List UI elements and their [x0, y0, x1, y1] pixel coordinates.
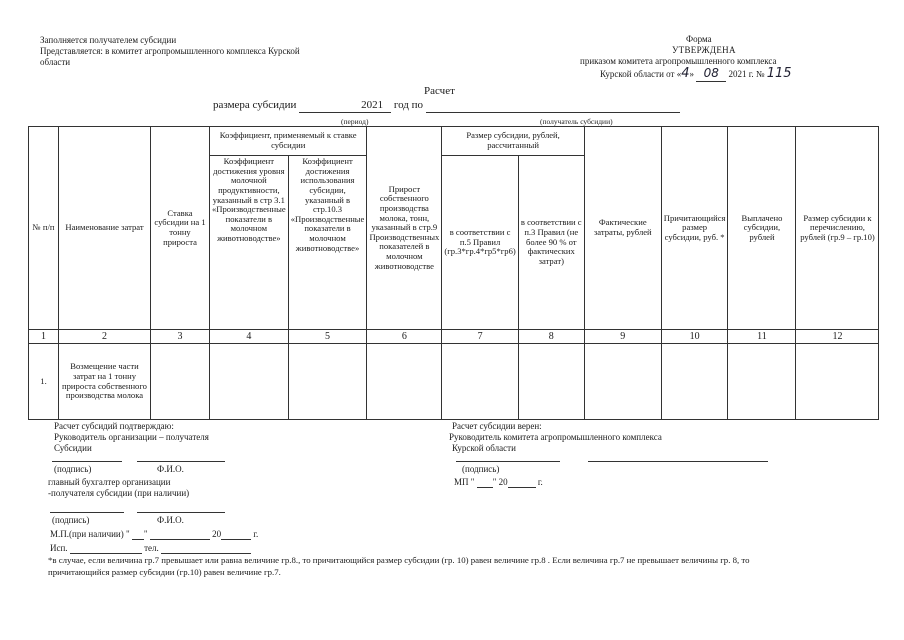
day-field — [477, 477, 493, 488]
head-org-label: Руководитель организации – получателя — [54, 432, 209, 442]
subsidy-label: Субсидии — [54, 443, 92, 453]
confirm-label: Расчет субсидий подтверждаю: — [54, 421, 174, 431]
form-label: Форма — [686, 34, 712, 44]
mp-date-line-right — [454, 477, 543, 488]
header-size2: в соответствии с п.3 Правил (не более 90 % от фактических затрат) — [518, 156, 584, 330]
header-size-group: Размер субсидии, рублей, рассчитанный — [442, 127, 584, 156]
row-cell-size2[interactable] — [518, 344, 584, 420]
mp-quote: " — [143, 529, 148, 539]
header-size1: в соответствии с п.5 Правил (гр.3*гр.4*гр5*гр6) — [442, 156, 518, 330]
executor-line — [50, 543, 251, 554]
order-label: приказом комитета агропромышленного комплекса — [580, 56, 777, 66]
col-number: 11 — [728, 330, 796, 344]
approved-label: УТВЕРЖДЕНА — [672, 45, 736, 55]
fio-line — [588, 461, 768, 462]
mp-label: МП " — [454, 477, 475, 487]
order-year-no: 2021 г. № — [728, 69, 765, 79]
doc-subtitle — [213, 99, 680, 113]
col-number: 5 — [288, 330, 367, 344]
caption-recipient: (получатель субсидии) — [540, 117, 613, 126]
signature-caption: (подпись) — [462, 464, 500, 474]
executor-field — [70, 543, 142, 554]
accountant-label-cont: -получателя субсидии (при наличии) — [48, 488, 190, 498]
subsidy-table — [28, 126, 879, 420]
row-cell-transfer[interactable] — [796, 344, 879, 420]
mp-year-prefix: " 20 — [492, 477, 508, 487]
subtitle-mid: год по — [393, 99, 424, 111]
row-cell-growth[interactable] — [367, 344, 442, 420]
phone-field — [161, 543, 251, 554]
order-number: 115 — [766, 66, 792, 81]
table-row — [29, 344, 879, 420]
year-field — [221, 529, 251, 540]
header-rate: Ставка субсидии на 1 тонну прироста — [151, 127, 210, 330]
year-suffix: г. — [253, 529, 259, 539]
signature-caption: (подпись) — [52, 515, 90, 525]
signature-line — [52, 461, 122, 462]
footnote-line1: *в случае, если величина гр.7 превышает или равна величине гр.8., то причитающийся размер субсидии (гр. 10) равен величине гр.8 . Если величина гр.7 не превышает величины гр. 8, то — [48, 555, 750, 565]
col-number: 9 — [584, 330, 661, 344]
col-number: 12 — [796, 330, 879, 344]
col-number: 10 — [661, 330, 728, 344]
col-number: 7 — [442, 330, 518, 344]
row-cell-rate[interactable] — [151, 344, 210, 420]
doc-title: Расчет — [424, 85, 455, 97]
year-prefix: 20 — [212, 529, 222, 539]
col-number: 8 — [518, 330, 584, 344]
footnote-line2: причитающийся размер субсидии (гр.10) равен величине гр.7. — [48, 567, 281, 577]
signature-line — [456, 461, 560, 462]
header-submit-note-cont: области — [40, 57, 71, 67]
row-cell-due[interactable] — [661, 344, 728, 420]
header-due: Причитающийся размер субсидии, руб. * — [661, 127, 728, 330]
header-coef2: Коэффициент достижения использования субсидии, указанный в стр.10.3 «Производственные показатели в молочном животноводстве» — [288, 156, 367, 330]
column-numbers-row — [29, 330, 879, 344]
header-submit-note: Представляется: в комитет агропромышленного комплекса Курской — [40, 46, 300, 56]
fio-caption: Ф.И.О. — [157, 464, 184, 474]
committee-head-label: Руководитель комитета агропромышленного комплекса — [449, 432, 662, 442]
recipient-field — [426, 99, 680, 113]
header-paid: Выплачено субсидии, рублей — [728, 127, 796, 330]
row-cell-coef2[interactable] — [288, 344, 367, 420]
col-number: 2 — [59, 330, 151, 344]
mp-date-line — [50, 529, 258, 540]
row-name: Возмещение части затрат на 1 тонну прироста собственного производства молока — [59, 344, 151, 420]
header-growth: Прирост собственного производства молока, тонн, указанный в стр.9 Производственных показателей в молочном животноводстве — [367, 127, 442, 330]
col-number: 3 — [151, 330, 210, 344]
row-cell-size1[interactable] — [442, 344, 518, 420]
order-quote: » — [689, 69, 694, 79]
col-number: 4 — [210, 330, 289, 344]
fio-line — [137, 512, 225, 513]
month-field — [150, 529, 210, 540]
year-suffix: г. — [537, 477, 543, 487]
order-date-prefix: Курской области от « — [600, 69, 682, 79]
subtitle-prefix: размера субсидии — [213, 99, 297, 111]
row-number: 1. — [29, 344, 59, 420]
row-cell-coef1[interactable] — [210, 344, 289, 420]
fio-line — [137, 461, 225, 462]
header-fill-note: Заполняется получателем субсидии — [40, 35, 177, 45]
header-transfer: Размер субсидии к перечислению, рублей (гр.9 – гр.10) — [796, 127, 879, 330]
fio-caption: Ф.И.О. — [157, 515, 184, 525]
signature-caption: (подпись) — [54, 464, 92, 474]
header-no: № п/п — [29, 127, 59, 330]
header-coef-group: Коэффициент, применяемый к ставке субсидии — [210, 127, 367, 156]
col-number: 6 — [367, 330, 442, 344]
phone-label: тел. — [144, 543, 159, 553]
executor-label: Исп. — [50, 543, 68, 553]
row-cell-actual[interactable] — [584, 344, 661, 420]
header-coef1: Коэффициент достижения уровня молочной продуктивности, указанный в стр 3.1 «Производственные показатели в молочном животноводстве» — [210, 156, 289, 330]
order-month: 08 — [696, 67, 726, 82]
header-actual: Фактические затраты, рублей — [584, 127, 661, 330]
order-day: 4 — [681, 66, 690, 81]
subtitle-year: 2021 — [299, 99, 391, 113]
signature-line — [50, 512, 124, 513]
accountant-label: главный бухгалтер организации — [48, 477, 171, 487]
caption-period: (период) — [341, 117, 369, 126]
col-number: 1 — [29, 330, 59, 344]
year-field — [508, 477, 536, 488]
region-label: Курской области — [452, 443, 516, 453]
verified-label: Расчет субсидии верен: — [452, 421, 542, 431]
mp-label: М.П.(при наличии) " — [50, 529, 130, 539]
header-name: Наименование затрат — [59, 127, 151, 330]
day-field — [132, 529, 144, 540]
row-cell-paid[interactable] — [728, 344, 796, 420]
order-date-line — [600, 67, 792, 82]
